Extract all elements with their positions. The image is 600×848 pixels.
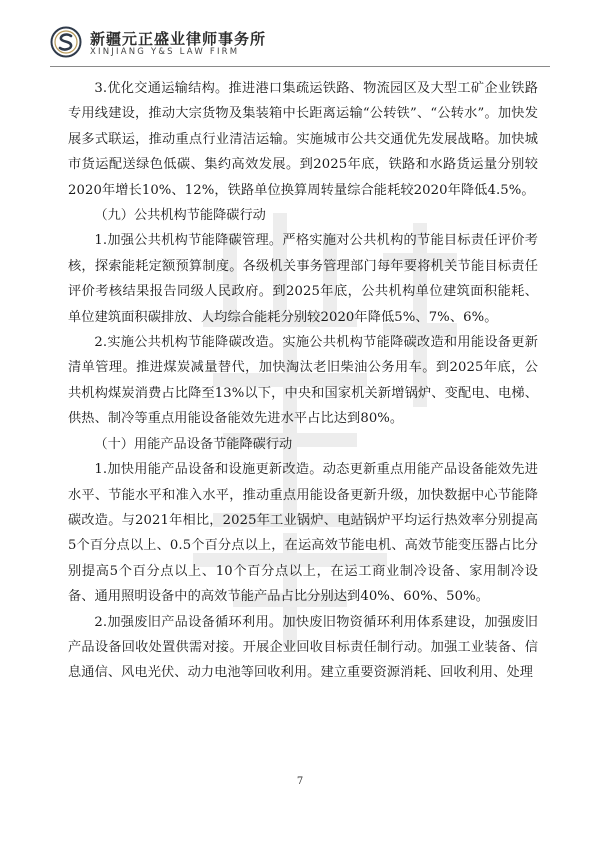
firm-name-en: XINJIANG Y&S LAW FIRM bbox=[90, 47, 240, 57]
page-number: 7 bbox=[296, 776, 304, 787]
paragraph-public-institution-retrofit: 2.实施公共机构节能降碳改造。实施公共机构节能降碳改造和用能设备更新清单管理。推进煤炭减量替代，加快淘汰老旧柴油公务用车。到2025年底，公共机构煤炭消费占比降至13%以下，中央和国家机关新增锅炉、变配电、电梯、供热、制冷等重点用能设备能效先进水平占比达到80%。 bbox=[68, 335, 538, 427]
document-body bbox=[68, 76, 538, 686]
page-header bbox=[50, 26, 550, 70]
paragraph-transport-structure: 3.优化交通运输结构。推进港口集疏运铁路、物流园区及大型工矿企业铁路专用线建设，推动大宗货物及集装箱中长距离运输“公转铁”、“公转水”。加快发展多式联运，推动重点行业清洁运输。实施城市公共交通优先发展战略。加快城市货运配送绿色低碳、集约高效发展。到2025年底，铁路和水路货运量分别较2020年增长10%、12%，铁路单位换算周转量综合能耗较2020年降低4.5%。 bbox=[68, 81, 538, 198]
firm-logo-icon bbox=[50, 26, 82, 58]
paragraph-equipment-renewal: 1.加快用能产品设备和设施更新改造。动态更新重点用能产品设备能效先进水平、节能水平和准入水平，推动重点用能设备更新升级，加快数据中心节能降碳改造。与2021年相比，2025年工业锅炉、电站锅炉平均运行热效率分别提高5个百分点以上、0.5个百分点以上，在运高效节能电机、高效节能变压器占比分别提高5个百分点以上、10个百分点以上，在运工商业制冷设备、家用制冷设备、通用照明设备中的高效节能产品占比分别达到40%、60%、50%。 bbox=[68, 462, 538, 605]
paragraph-equipment-recycling: 2.加强废旧产品设备循环利用。加快废旧物资循环利用体系建设，加强废旧产品设备回收处置供需对接。开展企业回收目标责任制行动。加强工业装备、信息通信、风电光伏、动力电池等回收利用。建立重要资源消耗、回收利用、处理 bbox=[68, 614, 538, 681]
firm-name-cn: 新疆元正盛业律师事务所 bbox=[90, 30, 267, 48]
section-heading-public-institutions: （九）公共机构节能降碳行动 bbox=[94, 208, 266, 224]
section-heading-energy-products: （十）用能产品设备节能降碳行动 bbox=[94, 436, 293, 452]
paragraph-public-institution-management: 1.加强公共机构节能降碳管理。严格实施对公共机构的节能目标责任评价考核，探索能耗定额预算制度。各级机关事务管理部门每年要将机关节能目标责任评价考核结果报告同级人民政府。到2025年底，公共机构单位建筑面积能耗、单位建筑面积碳排放、人均综合能耗分别较2020年降低5%、7%、6%。 bbox=[68, 233, 538, 325]
header-divider bbox=[50, 66, 550, 67]
